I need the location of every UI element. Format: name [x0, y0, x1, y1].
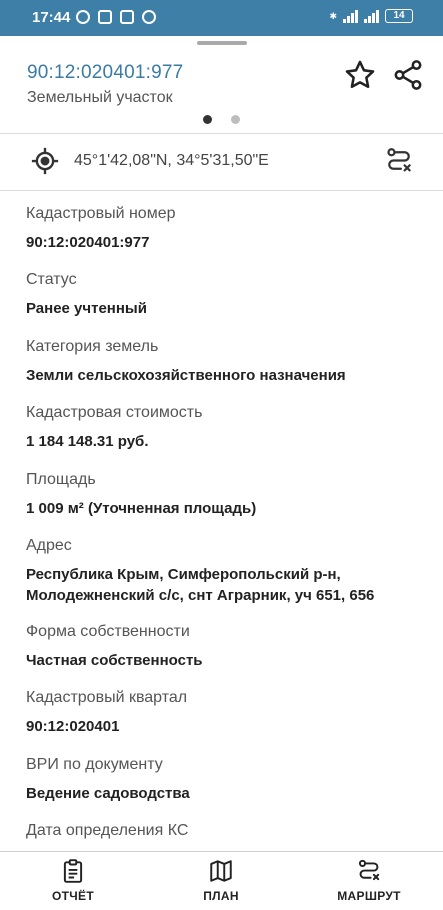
bottom-navigation [0, 851, 443, 910]
share-button[interactable] [391, 58, 425, 92]
battery-icon: 14 [385, 9, 413, 23]
share-icon [391, 58, 425, 92]
page-dot[interactable] [231, 115, 240, 124]
field-label: Кадастровая стоимость [26, 404, 203, 421]
nav-report-label: ОТЧЁТ [52, 889, 94, 903]
field-label: Площадь [26, 471, 96, 488]
alarm-icon [76, 10, 90, 24]
bluetooth-icon: ✱ [329, 10, 337, 21]
field-value: Ведение садоводства [26, 785, 190, 802]
pinterest-icon [142, 10, 156, 24]
field-value: Земли сельскохозяйственного назначения [26, 367, 346, 384]
drag-handle[interactable] [197, 41, 247, 45]
object-type-subtitle: Земельный участок [27, 89, 173, 106]
field-label: Кадастровый квартал [26, 689, 188, 706]
favorite-button[interactable] [343, 58, 377, 92]
location-target-icon [30, 146, 60, 176]
field-cadastral-quarter [26, 688, 187, 737]
field-valuation-date [26, 821, 188, 841]
field-label: Кадастровый номер [26, 205, 176, 222]
field-value: 90:12:020401:977 [26, 234, 150, 251]
field-permitted-use [26, 755, 190, 804]
nav-route-label: МАРШРУТ [337, 889, 401, 903]
nav-plan-button[interactable] [176, 858, 266, 903]
field-label: Категория земель [26, 338, 159, 355]
field-label: Форма собственности [26, 623, 190, 640]
field-label: Адрес [26, 537, 72, 554]
field-value: 1 009 м² (Уточненная площадь) [26, 500, 257, 517]
notification-app-icon [98, 10, 112, 24]
notification-icons [76, 10, 156, 24]
field-status [26, 270, 147, 319]
coordinates-text: 45°1'42,08"N, 34°5'31,50"E [74, 152, 269, 169]
signal-4g-icon [364, 9, 379, 23]
route-icon [356, 858, 382, 884]
route-icon[interactable] [384, 146, 414, 176]
map-icon [208, 858, 234, 884]
field-value: 1 184 148.31 руб. [26, 433, 149, 450]
field-value: Частная собственность [26, 652, 203, 669]
field-label: ВРИ по документу [26, 756, 163, 773]
system-icons [329, 9, 413, 23]
field-value: 90:12:020401 [26, 718, 120, 735]
page-indicator [203, 115, 240, 124]
nav-route-button[interactable] [324, 858, 414, 903]
field-cadastral-number [26, 204, 176, 253]
field-label: Статус [26, 271, 77, 288]
page-dot-active[interactable] [203, 115, 212, 124]
notification-app-icon [120, 10, 134, 24]
cadastral-number-title: 90:12:020401:977 [27, 62, 184, 83]
coordinates-row[interactable] [0, 134, 443, 189]
field-label: Дата определения КС [26, 822, 189, 839]
object-info-sheet [0, 36, 443, 910]
field-value: Ранее учтенный [26, 300, 147, 317]
signal-icon [343, 9, 358, 23]
status-time: 17:44 [32, 9, 71, 26]
field-land-category [26, 337, 346, 386]
field-address [26, 536, 426, 606]
divider [0, 190, 443, 191]
clipboard-report-icon [60, 858, 86, 884]
status-bar [0, 0, 443, 36]
field-ownership [26, 622, 203, 671]
field-value: Республика Крым, Симферопольский р-н, Молодежненский с/с, снт Аграрник, уч 651, 656 [26, 566, 375, 604]
field-area [26, 470, 256, 519]
nav-report-button[interactable] [28, 858, 118, 903]
field-cadastral-value [26, 403, 202, 452]
star-icon [343, 58, 377, 92]
nav-plan-label: ПЛАН [203, 889, 239, 903]
